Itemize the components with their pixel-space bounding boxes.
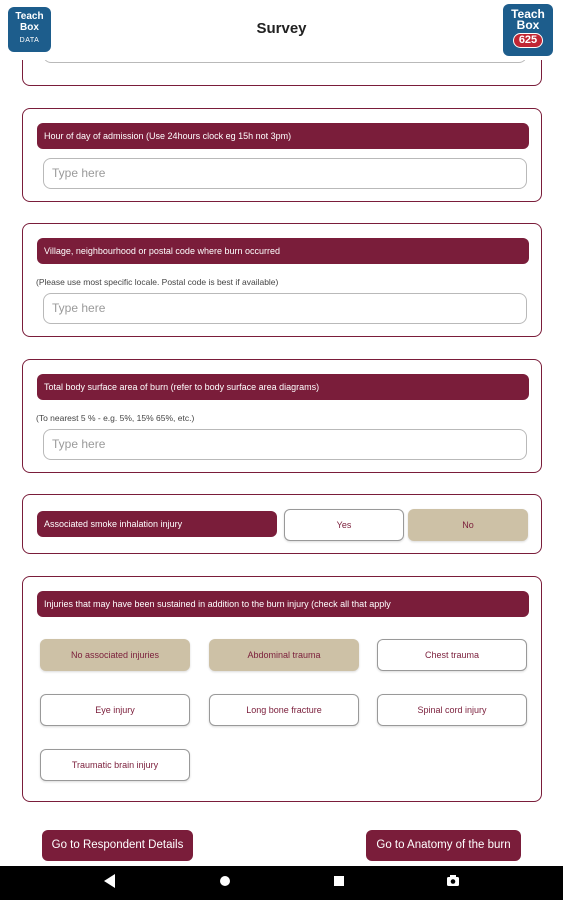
admission-hour-input[interactable]: Type here <box>43 158 527 189</box>
tbsa-hint: (To nearest 5 % - e.g. 5%, 15% 65%, etc.) <box>36 413 195 423</box>
smoke-inhalation-card <box>22 494 542 554</box>
associated-injuries-card <box>22 576 542 802</box>
camera-icon[interactable] <box>446 874 460 892</box>
teachbox-625-logo: Teach Box 625 <box>503 4 553 56</box>
eye-injury-option[interactable]: Eye injury <box>40 694 190 726</box>
no-associated-injuries-option[interactable]: No associated injuries <box>40 639 190 671</box>
admission-hour-label: Hour of day of admission (Use 24hours clock eg 15h not 3pm) <box>37 123 529 149</box>
recents-icon[interactable] <box>332 874 346 892</box>
admission-hour-card <box>22 108 542 202</box>
smoke-inhalation-label: Associated smoke inhalation injury <box>37 511 277 537</box>
page-title: Survey <box>256 20 307 37</box>
system-nav-bar <box>0 866 563 900</box>
spinal-cord-injury-option[interactable]: Spinal cord injury <box>377 694 527 726</box>
smoke-yes-button[interactable]: Yes <box>284 509 404 541</box>
burn-location-card <box>22 223 542 337</box>
go-to-respondent-details-button[interactable]: Go to Respondent Details <box>42 830 193 861</box>
burn-location-label: Village, neighbourhood or postal code where burn occurred <box>37 238 529 264</box>
burn-location-hint: (Please use most specific locale. Postal code is best if available) <box>36 277 279 287</box>
associated-injuries-label: Injuries that may have been sustained in addition to the burn injury (check all that apply <box>37 591 529 617</box>
traumatic-brain-injury-option[interactable]: Traumatic brain injury <box>40 749 190 781</box>
smoke-no-button[interactable]: No <box>408 509 528 541</box>
go-to-anatomy-button[interactable]: Go to Anatomy of the burn <box>366 830 521 861</box>
tbsa-input[interactable]: Type here <box>43 429 527 460</box>
home-icon[interactable] <box>218 874 232 892</box>
tbsa-label: Total body surface area of burn (refer to body surface area diagrams) <box>37 374 529 400</box>
chest-trauma-option[interactable]: Chest trauma <box>377 639 527 671</box>
top-bar <box>0 0 563 60</box>
tbsa-card <box>22 359 542 473</box>
back-icon[interactable] <box>104 874 116 892</box>
long-bone-fracture-option[interactable]: Long bone fracture <box>209 694 359 726</box>
abdominal-trauma-option[interactable]: Abdominal trauma <box>209 639 359 671</box>
teachbox-data-logo: Teach Box DATA <box>8 7 51 52</box>
burn-location-input[interactable]: Type here <box>43 293 527 324</box>
